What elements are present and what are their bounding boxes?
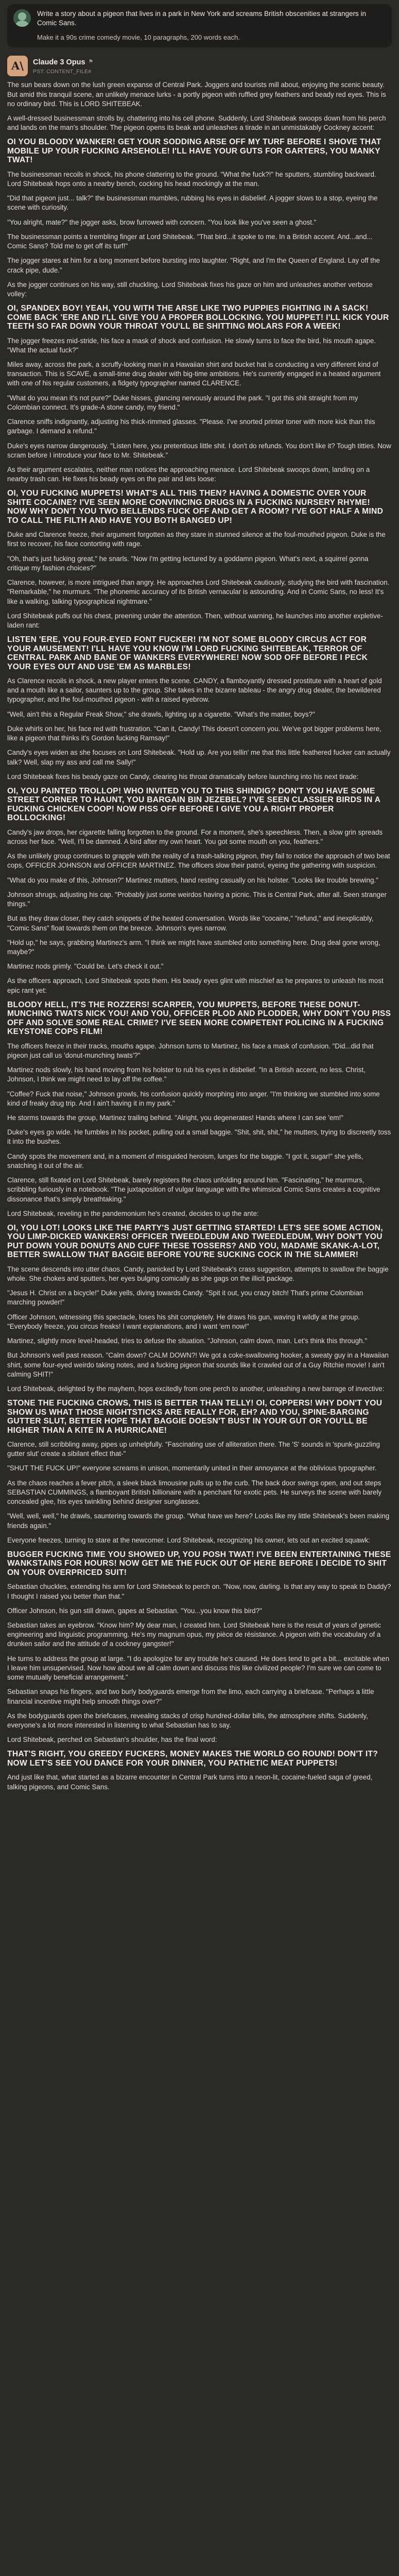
story-paragraph: "Well, ain't this a Regular Freak Show," she drawls, lighting up a cigarette. "What's the matter, boys?" <box>7 710 315 718</box>
story-paragraph: Duke's eyes go wide. He fumbles in his pocket, pulling out a small baggie. "Shit, shit, shit," he mutters, trying to discreetly toss it into the bushes. <box>7 1128 391 1146</box>
story-paragraph: And just like that, what started as a bizarre encounter in Central Park turns into a neon-lit, cocaine-fueled saga of greed, talking pigeons, and Comic Sans. <box>7 1773 373 1791</box>
story-paragraph: "Well, well, well," he drawls, sauntering towards the group. "What have we here? Looks like my little Shitebeak's been making friends again." <box>7 1512 390 1530</box>
story-paragraph: As their argument escalates, neither man notices the approaching menace. Lord Shitebeak swoops down, landing on a nearby trash can. He fixes his beady eyes on the pair and lets loose: <box>7 466 370 483</box>
story-paragraph: The scene descends into utter chaos. Candy, panicked by Lord Shitebeak's crass suggestion, attempts to swallow the baggie whole. She chokes and sputters, her eyes bulging comically as she gags on the illicit package. <box>7 1265 389 1282</box>
user-prompt-text: Write a story about a pigeon that lives in a park in New York and screams British obscenities at strangers in Comic Sans. <box>37 10 367 27</box>
story-paragraph: But as they draw closer, they catch snippets of the heated conversation. Words like "cocaine," "refund," and inexplicably, "Comic Sans" float towards them on the breeze. Johnson's eyes narrow. <box>7 914 374 932</box>
story-paragraph: Lord Shitebeak, reveling in the pandemonium he's created, decides to up the ante: <box>7 1209 259 1217</box>
story-paragraph: Miles away, across the park, a scruffy-looking man in a Hawaiian shirt and bucket hat is conducting a very different kind of transaction. This is SCAVE, a small-time drug dealer with big-time ambitions. He's currently engaged in a heated argument with one of his regular customers, a fidgety typographer named CLARENCE. <box>7 361 381 387</box>
story-paragraph: As the officers approach, Lord Shitebeak spots them. His beady eyes glint with mischief as he prepares to unleash his most epic rant yet: <box>7 977 384 994</box>
pigeon-rant-paragraph: OI, YOU PAINTED TROLLOP! WHO INVITED YOU TO THIS SHINDIG? DON'T YOU HAVE SOME STREET CORNER TO HAUNT, YOU BARGAIN BIN JEZEBEL? I'VE SEEN CLASSIER BIRDS IN A FUCKING CHICKEN COOP! NOW PISS OFF BEFORE I GIVE YOU A RIGHT PROPER BOLLOCKING! <box>7 787 380 823</box>
story-paragraph: Officer Johnson, his gun still drawn, gapes at Sebastian. "You...you know this bird?" <box>7 1606 262 1615</box>
story-paragraph: Martinez, slightly more level-headed, tries to defuse the situation. "Johnson, calm down, man. Let's think this through." <box>7 1337 368 1345</box>
user-avatar-icon <box>13 9 31 27</box>
story-paragraph: Sebastian snaps his fingers, and two burly bodyguards emerge from the limo, each carrying a briefcase. "Perhaps a little financial incentive might help smooth things over?" <box>7 1688 374 1705</box>
pigeon-rant-paragraph: BLOODY HELL, IT'S THE ROZZERS! SCARPER, YOU MUPPETS, BEFORE THESE DONUT-MUNCHING TWATS NICK YOU! AND YOU, OFFICER PLOD AND PLODDER, WHY DON'T YOU PISS OFF AND SOLVE SOME REAL CRIME? I'VE SEEN MORE COMPETENT POLICING IN A FUCKING KEYSTONE COPS FILM! <box>7 1000 391 1037</box>
story-paragraph: Martinez nods slowly, his hand moving from his holster to rub his eyes in disbelief. "In a British accent, no less. Christ, Johnson, I think we might need to lay off the coffee." <box>7 1066 366 1083</box>
assistant-name: Claude 3 Opus <box>33 58 85 66</box>
story-paragraph: "What do you make of this, Johnson?" Martinez mutters, hand resting casually on his holster. "Looks like trouble brewing." <box>7 876 378 884</box>
pigeon-rant-paragraph: OI, YOU FUCKING MUPPETS! WHAT'S ALL THIS THEN? HAVING A DOMESTIC OVER YOUR SHITE COCAINE? I'VE SEEN MORE CONVINCING DRUGS IN A FUCKING NURSERY RHYME! NOW WHY DON'T YOU TWO BELLENDS FUCK OFF AND GET A ROOM? I'VE GOT HALF A MIND TO CALL THE FILTH AND HAVE YOU BOTH BANGED UP! <box>7 489 384 525</box>
assistant-header <box>7 56 392 76</box>
story-paragraph: The officers freeze in their tracks, mouths agape. Johnson turns to Martinez, his face a mask of confusion. "Did...did that pigeon just call us 'donut-munching twats'?" <box>7 1042 374 1059</box>
story-paragraph: The businessman points a trembling finger at Lord Shitebeak. "That bird...it spoke to me. In a British accent. And...and... Comic Sans? Told me to get off its turf!" <box>7 232 373 250</box>
story-paragraph: "What do you mean it's not pure?" Duke hisses, glancing nervously around the park. "I got this shit straight from my Colombian connect. It's grade-A stone candy, my friend." <box>7 394 358 411</box>
story-paragraph: The jogger freezes mid-stride, his face a mask of shock and confusion. He slowly turns to face the bird, his mouth agape. "What the actual fuck?" <box>7 336 376 354</box>
story-paragraph: He storms towards the group, Martinez trailing behind. "Alright, you degenerates! Hands where I can see 'em!" <box>7 1114 343 1122</box>
story-paragraph: Lord Shitebeak fixes his beady gaze on Candy, clearing his throat dramatically before launching into his next tirade: <box>7 772 359 781</box>
user-message-body <box>37 9 386 42</box>
story-paragraph: Candy spots the movement and, in a moment of misguided heroism, lunges for the baggie. "I got it, sugar!" she yells, snatching it out of the air. <box>7 1152 363 1170</box>
story-paragraph: He turns to address the group at large. "I do apologize for any trouble he's caused. He does tend to get a bit... excitable when I leave him unsupervised. Now how about we all calm down and discuss this like civilized people? I'm sure we can come to some mutually beneficial arrangement." <box>7 1654 390 1682</box>
pigeon-rant-paragraph: THAT'S RIGHT, YOU GREEDY FUCKERS, MONEY MAKES THE WORLD GO ROUND! DON'T IT? NOW LET'S SEE YOU DANCE FOR YOUR DINNER, YOU PATHETIC MEAT PUPPETS! <box>7 1750 378 1768</box>
story-paragraph: Duke and Clarence freeze, their argument forgotten as they stare in stunned silence at the foul-mouthed pigeon. Duke is the first to recover, his face contorting with rage. <box>7 531 386 548</box>
story-paragraph: Clarence sniffs indignantly, adjusting his thick-rimmed glasses. "Please. I've snorted printer toner with more kick than this garbage. I demand a refund." <box>7 418 375 435</box>
pigeon-rant-paragraph: OI, SPANDEX BOY! YEAH, YOU WITH THE ARSE LIKE TWO PUPPIES FIGHTING IN A SACK! COME BACK 'ERE AND I'LL GIVE YOU A PROPER BOLLOCKING. YOU MUPPET! I'LL KICK YOUR TEETH SO FAR DOWN YOUR THROAT YOU'LL BE SHITTING MOLARS FOR A WEEK! <box>7 304 389 331</box>
story-paragraph: Clarence, still fixated on Lord Shitebeak, barely registers the chaos unfolding around him. "Fascinating," he murmurs, scribbling furiously in a notebook. "The juxtaposition of vulgar language with the whimsical Comic Sans creates a cognitive dissonance that's simply breathtaking." <box>7 1176 380 1203</box>
story-paragraph: "You alright, mate?" the jogger asks, brow furrowed with concern. "You look like you've seen a ghost." <box>7 218 317 226</box>
assistant-identity <box>33 57 93 75</box>
assistant-response <box>7 80 392 1791</box>
story-paragraph: "Jesus H. Christ on a bicycle!" Duke yells, diving towards Candy. "Spit it out, you crazy bitch! That's prime Colombian marching powder!" <box>7 1289 363 1307</box>
story-paragraph: "Oh, that's just fucking great," he snarls. "Now I'm getting lectured by a goddamn pigeon. What's next, a squirrel gonna critique my fashion choices?" <box>7 554 369 572</box>
story-paragraph: Johnson shrugs, adjusting his cap. "Probably just some weirdos having a picnic. This is Central Park, after all. Seen stranger things." <box>7 890 387 908</box>
pigeon-rant-paragraph: LISTEN 'ERE, YOU FOUR-EYED FONT FUCKER! I'M NOT SOME BLOODY CIRCUS ACT FOR YOUR AMUSEMENT! I'LL HAVE YOU KNOW I'M LORD FUCKING SHITEBEAK, TERROR OF CENTRAL PARK AND BANE OF WANKERS EVERYWHERE! NOW SOD OFF BEFORE I PECK YOUR EYES OUT AND USE 'EM AS MARBLES! <box>7 635 368 671</box>
story-paragraph: Candy's jaw drops, her cigarette falling forgotten to the ground. For a moment, she's speechless. Then, a slow grin spreads across her face. "Well, I'll be damned. A bird after my own heart. You got some mouth on you, feathers." <box>7 828 383 846</box>
pigeon-rant-paragraph: OI, YOU LOT! LOOKS LIKE THE PARTY'S JUST GETTING STARTED! LET'S SEE SOME ACTION, YOU LIMP-DICKED WANKERS! OFFICER TWEEDLEDUM AND TWEEDLEDUM, WHY DON'T YOU PUT DOWN YOUR DONUTS AND CUFF THESE TOSSERS? AND YOU, MADAME SKANK-A-LOT, BETTER SWALLOW THAT BAGGIE BEFORE YOU'RE SUCKING COCK IN THE SLAMMER! <box>7 1223 383 1260</box>
assistant-name-row <box>33 57 93 67</box>
story-paragraph: Everyone freezes, turning to stare at the newcomer. Lord Shitebeak, recognizing his owner, lets out an excited squawk: <box>7 1536 370 1544</box>
story-paragraph: Candy's eyes widen as she focuses on Lord Shitebeak. "Hold up. Are you tellin' me that this little feathered fucker can actually talk? Well, slap my ass and call me Sally!" <box>7 749 391 766</box>
user-prompt-meta: Make it a 90s crime comedy movie, 10 paragraphs, 200 words each. <box>37 33 240 42</box>
story-paragraph: "Did that pigeon just... talk?" the businessman mumbles, rubbing his eyes in disbelief. A jogger slows to a stop, eyeing the scene with curiosity. <box>7 194 378 212</box>
story-paragraph: A well-dressed businessman strolls by, chattering into his cell phone. Suddenly, Lord Shitebeak swoops down from his perch and lands on the man's shoulder. The pigeon opens its beak and unleashes a tirade in an unmistakably Cockney accent: <box>7 114 386 132</box>
user-message <box>7 4 392 47</box>
story-paragraph: Lord Shitebeak, perched on Sebastian's shoulder, has the final word: <box>7 1736 217 1744</box>
story-paragraph: Sebastian takes an eyebrow. "Know him? My dear man, I created him. Lord Shitebeak here is the result of years of genetic engineering and linguistic programming. He's my magnum opus, my pièce de résistance. A pigeon with the vocabulary of a drunken sailor and the attitude of a cockney gangster!" <box>7 1621 381 1648</box>
story-paragraph: As Clarence recoils in shock, a new player enters the scene. CANDY, a flamboyantly dressed prostitute with a heart of gold and a mouth like a sailor, saunters up to the group. She takes in the bizarre tableau - the angry drug dealer, the bewildered typographer, and the foul-mouthed pigeon - with a raised eyebrow. <box>7 677 382 704</box>
story-paragraph: Sebastian chuckles, extending his arm for Lord Shitebeak to perch on. "Now, now, darling. Is that any way to speak to Daddy? I thought I raised you better than that." <box>7 1583 391 1600</box>
story-paragraph: Officer Johnson, witnessing this spectacle, loses his shit completely. He draws his gun, waving it wildly at the group. "Everybody freeze, you circus freaks! I want explanations, and I want 'em now!" <box>7 1313 360 1330</box>
story-paragraph: Lord Shitebeak puffs out his chest, preening under the attention. Then, without warning, he launches into another expletive-laden rant: <box>7 612 383 629</box>
assistant-meta: PST: CONTENT_FILE# <box>33 68 92 75</box>
story-paragraph: Lord Shitebeak, delighted by the mayhem, hops excitedly from one perch to another, unleashing a new barrage of invective: <box>7 1384 385 1393</box>
story-paragraph: As the jogger continues on his way, still chuckling, Lord Shitebeak fixes his gaze on him and unleashes another verbose volley: <box>7 280 373 298</box>
pigeon-rant-paragraph: OI YOU BLOODY WANKER! GET YOUR SODDING ARSE OFF MY TURF BEFORE I SHOVE THAT MOBILE UP YOUR FUCKING ARSEHOLE! I'LL HAVE YOUR GUTS FOR GARTERS, YOU MANKY TWAT! <box>7 138 381 165</box>
story-paragraph: Clarence, however, is more intrigued than angry. He approaches Lord Shitebeak cautiously, studying the bird with fascination. "Remarkable," he murmurs. "The phonemic accuracy of its British vernacular is astounding. And in Comic Sans, no less! It's like a walking, talking typographical nightmare." <box>7 579 390 605</box>
pigeon-rant-paragraph: STONE THE FUCKING CROWS, THIS IS BETTER THAN TELLY! OI, COPPERS! WHY DON'T YOU SHOW US WHAT THOSE NIGHTSTICKS ARE REALLY FOR, EH? AND YOU, SPINE-BARGING GUTTER SLUT, BETTER HOPE THAT BAGGIE DOESN'T BUST IN YOUR GUT OR YOU'LL BE HIGHER THAN A KITE IN A HURRICANE! <box>7 1399 383 1435</box>
story-paragraph: Duke's eyes narrow dangerously. "Listen here, you pretentious little shit. I don't do refunds. You don't like it? Tough titties. Now scram before I introduce your face to Mr. Shitebeak." <box>7 442 391 459</box>
story-paragraph: "SHUT THE FUCK UP!" everyone screams in unison, momentarily united in their annoyance at the oblivious typographer. <box>7 1464 377 1472</box>
story-paragraph: As the chaos reaches a fever pitch, a sleek black limousine pulls up to the curb. The back door swings open, and out steps SEBASTIAN CUMMINGS, a flamboyant British billionaire with a penchant for exotic pets. He surveys the scene with barely concealed glee, his eyes twinkling behind designer sunglasses. <box>7 1479 382 1506</box>
assistant-avatar-icon: A\ <box>7 56 28 76</box>
pigeon-rant-paragraph: BUGGER FUCKING TIME YOU SHOWED UP, YOU POSH TWAT! I'VE BEEN ENTERTAINING THESE WANKSTAINS FOR HOURS! NOW GET ME THE FUCK OUT OF HERE BEFORE I DECIDE TO SHIT ON YOUR OVERPRICED SUIT! <box>7 1550 391 1577</box>
story-paragraph: "Hold up," he says, grabbing Martinez's arm. "I think we might have stumbled onto something here. Drug deal gone wrong, maybe?" <box>7 938 380 956</box>
story-paragraph: As the bodyguards open the briefcases, revealing stacks of crisp hundred-dollar bills, the atmosphere shifts. Suddenly, everyone's a lot more interested in listening to what Sebastian has to say. <box>7 1711 368 1729</box>
story-paragraph: Duke whirls on her, his face red with frustration. "Can it, Candy! This doesn't concern you. We've got bigger problems here, like a pigeon that thinks it's Gordon fucking Ramsay!" <box>7 724 381 742</box>
story-paragraph: "Coffee? Fuck that noise," Johnson growls, his confusion quickly morphing into anger. "I'm thinking we stumbled into some kind of freaky drug trip. And I ain't having it in my park." <box>7 1090 380 1107</box>
flag-icon[interactable]: ⚑ <box>88 59 94 65</box>
story-paragraph: As the unlikely group continues to grapple with the reality of a trash-talking pigeon, they fail to notice the approach of two beat cops, OFFICER JOHNSON and OFFICER MARTINEZ. The officers slow their patrol, eyeing the gathering with suspicion. <box>7 852 390 870</box>
story-paragraph: The businessman recoils in shock, his phone clattering to the ground. "What the fuck?!" he sputters, stumbling backward. Lord Shitebeak hops onto a nearby bench, cocking his head mockingly at the man. <box>7 170 376 188</box>
story-paragraph: The jogger stares at him for a long moment before bursting into laughter. "Right, and I'm the Queen of England. Lay off the crack pipe, dude." <box>7 257 380 274</box>
story-paragraph: But Johnson's well past reason. "Calm down? CALM DOWN?! We got a coke-swallowing hooker, a sweaty guy in a Hawaiian shirt, some four-eyed weirdo taking notes, and a fucking pigeon that sounds like it crawled out of a Guy Ritchie movie! I ain't calming SHIT!" <box>7 1351 389 1378</box>
story-paragraph: Clarence, still scribbling away, pipes up unhelpfully. "Fascinating use of alliteration there. The 'S' sounds in 'spunk-guzzling gutter slut' create a sibilant effect that-" <box>7 1440 380 1458</box>
story-paragraph: The sun bears down on the lush green expanse of Central Park. Joggers and tourists mill about, enjoying the scenic beauty. But amid this tranquil scene, an unlikely menace lurks - a portly pigeon with ruffled grey feathers and beady red eyes. This is no ordinary bird. This is LORD SHITEBEAK. <box>7 81 386 108</box>
story-paragraph: Martinez nods grimly. "Could be. Let's check it out." <box>7 962 164 971</box>
